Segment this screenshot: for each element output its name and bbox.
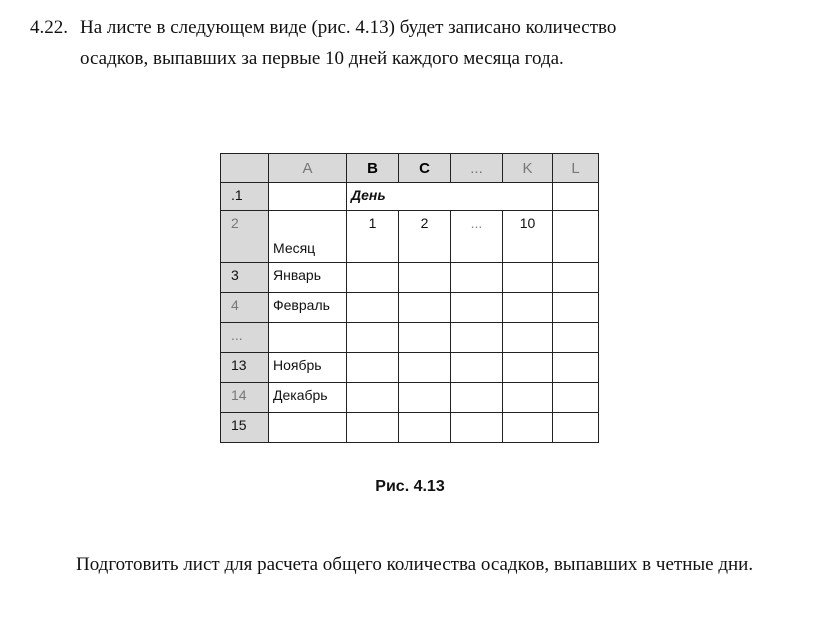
cell-ellipsis-13 — [451, 353, 503, 383]
cell-b3 — [347, 263, 399, 293]
cell-k2: 10 — [503, 211, 553, 263]
question-text: Подготовить лист для расчета общего количества осадков, выпавших в четные дни. — [76, 554, 754, 575]
cell-b2: 1 — [347, 211, 399, 263]
cell-b4 — [347, 293, 399, 323]
task-text-line1: На листе в следующем виде (рис. 4.13) будет записано количество — [80, 17, 617, 38]
cell-b-ellipsis — [347, 323, 399, 353]
task-statement — [30, 12, 802, 74]
cell-l1 — [553, 183, 599, 211]
cell-a3: Январь — [269, 263, 347, 293]
corner-cell — [221, 154, 269, 183]
table-row — [221, 383, 599, 413]
row-header-15: 15 — [221, 413, 269, 443]
cell-l14 — [553, 383, 599, 413]
figure-caption: Рис. 4.13 — [375, 478, 445, 495]
cell-a4: Февраль — [269, 293, 347, 323]
row-header-4: 4 — [221, 293, 269, 323]
column-header-a: A — [269, 154, 347, 183]
column-header-k: K — [503, 154, 553, 183]
cell-l15 — [553, 413, 599, 443]
cell-k4 — [503, 293, 553, 323]
cell-k-ellipsis — [503, 323, 553, 353]
cell-b15 — [347, 413, 399, 443]
table-row — [221, 413, 599, 443]
cell-a15 — [269, 413, 347, 443]
row-header-2: 2 — [221, 211, 269, 263]
cell-k13 — [503, 353, 553, 383]
cell-ellipsis-2: ... — [451, 211, 503, 263]
cell-c13 — [399, 353, 451, 383]
cell-c15 — [399, 413, 451, 443]
cell-c4 — [399, 293, 451, 323]
cell-c3 — [399, 263, 451, 293]
cell-c-ellipsis — [399, 323, 451, 353]
column-header-row — [221, 154, 599, 183]
task-number: 4.22. — [30, 17, 68, 38]
cell-k15 — [503, 413, 553, 443]
cell-a1 — [269, 183, 347, 211]
cell-ellipsis-14 — [451, 383, 503, 413]
cell-l4 — [553, 293, 599, 323]
column-header-ellipsis: ... — [451, 154, 503, 183]
table-row — [221, 183, 599, 211]
cell-b13 — [347, 353, 399, 383]
cell-c14 — [399, 383, 451, 413]
column-header-l: L — [553, 154, 599, 183]
row-header-13: 13 — [221, 353, 269, 383]
table-row — [221, 353, 599, 383]
table-row — [221, 323, 599, 353]
task-text-line2: осадков, выпавших за первые 10 дней каждого месяца года. — [80, 48, 564, 69]
table-row — [221, 293, 599, 323]
row-header-14: 14 — [221, 383, 269, 413]
cell-ellipsis-3 — [451, 263, 503, 293]
cell-k14 — [503, 383, 553, 413]
cell-b1-day-header: День — [347, 183, 553, 211]
cell-a14: Декабрь — [269, 383, 347, 413]
cell-c2: 2 — [399, 211, 451, 263]
cell-dots-ellipsis — [451, 323, 503, 353]
column-header-b: B — [347, 154, 399, 183]
cell-l-ellipsis — [553, 323, 599, 353]
column-header-c: C — [399, 154, 451, 183]
table-row — [221, 211, 599, 263]
cell-l3 — [553, 263, 599, 293]
table-row — [221, 263, 599, 293]
row-header-1: .1 — [221, 183, 269, 211]
cell-b14 — [347, 383, 399, 413]
cell-ellipsis-4 — [451, 293, 503, 323]
spreadsheet-figure — [220, 153, 599, 443]
cell-ellipsis-15 — [451, 413, 503, 443]
cell-l13 — [553, 353, 599, 383]
cell-l2 — [553, 211, 599, 263]
row-header-3: 3 — [221, 263, 269, 293]
cell-a2-month-label: Месяц — [269, 211, 347, 263]
cell-k3 — [503, 263, 553, 293]
cell-a-ellipsis — [269, 323, 347, 353]
row-header-ellipsis: ... — [221, 323, 269, 353]
cell-a13: Ноябрь — [269, 353, 347, 383]
